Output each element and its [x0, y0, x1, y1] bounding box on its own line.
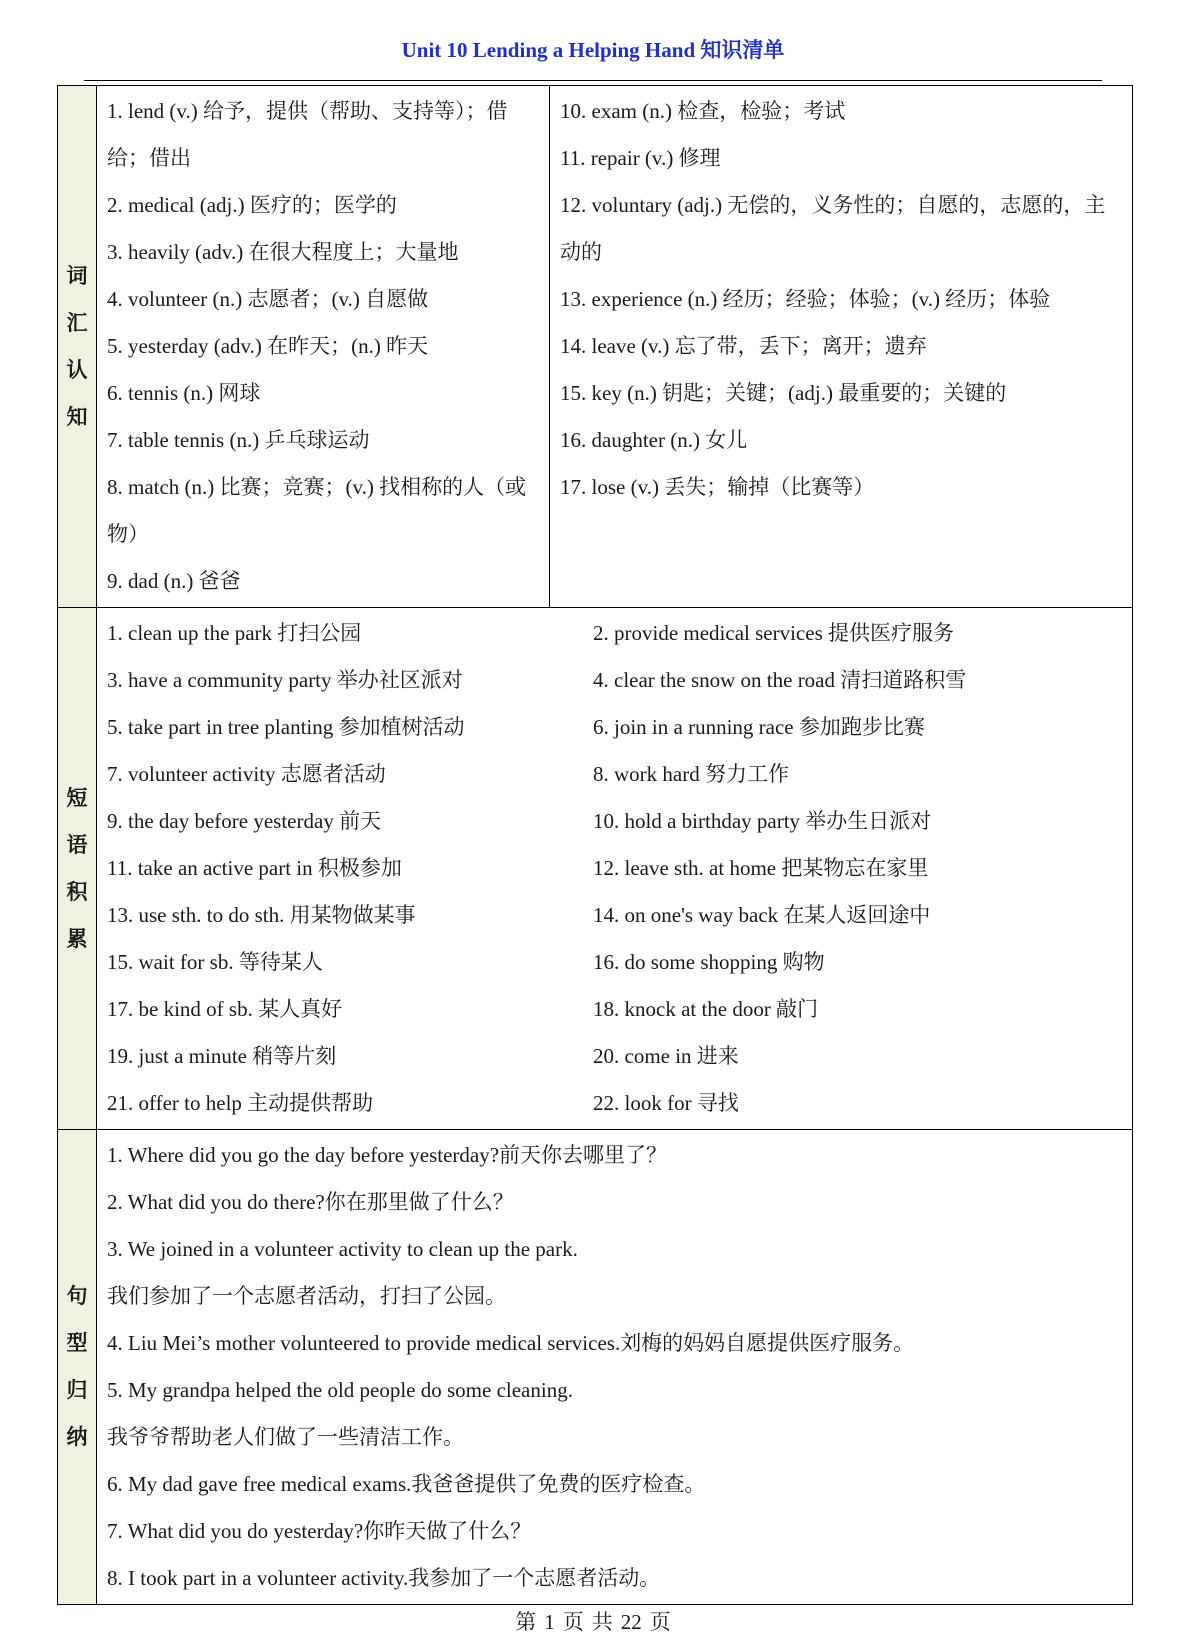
sentence-line: 我爷爷帮助老人们做了一些清洁工作。 [107, 1425, 464, 1449]
vocab-item: 16. daughter (n.) 女儿 [560, 428, 748, 452]
page-footer: 第 1 页 共 22 页 [515, 1610, 671, 1634]
phrases-section [58, 608, 1133, 1130]
phrase-item: 8. work hard 努力工作 [593, 762, 789, 786]
vocab-right-column [550, 86, 1133, 608]
sentence-line: 2. What did you do there?你在那里做了什么？ [107, 1190, 514, 1214]
vocab-item: 14. leave (v.) 忘了带，丢下；离开；遗弃 [560, 334, 927, 358]
sentence-line: 我们参加了一个志愿者活动，打扫了公园。 [107, 1284, 506, 1308]
title-divider [84, 80, 1102, 81]
sentence-line: 3. We joined in a volunteer activity to clean up the park. [107, 1237, 578, 1261]
vocab-item: 4. volunteer (n.) 志愿者；(v.) 自愿做 [107, 287, 429, 311]
phrase-item: 1. clean up the park 打扫公园 [107, 621, 362, 645]
page-title: Unit 10 Lending a Helping Hand 知识清单 [401, 38, 785, 62]
vocab-item: 15. key (n.) 钥匙；关键；(adj.) 最重要的；关键的 [560, 381, 1007, 405]
phrase-item: 12. leave sth. at home 把某物忘在家里 [593, 856, 929, 880]
sentence-line: 6. My dad gave free medical exams.我爸爸提供了免费的医疗检查。 [107, 1472, 706, 1496]
phrase-item: 20. come in 进来 [593, 1044, 739, 1068]
vocab-item: 1. lend (v.) 给予，提供（帮助、支持等）；借给；借出 [107, 99, 508, 170]
sentences-section [58, 1130, 1133, 1605]
vocab-item: 10. exam (n.) 检查，检验；考试 [560, 99, 846, 123]
phrase-item: 19. just a minute 稍等片刻 [107, 1044, 337, 1068]
phrase-item: 10. hold a birthday party 举办生日派对 [593, 809, 932, 833]
phrase-item: 22. look for 寻找 [593, 1091, 739, 1115]
vocab-section-label: 词 汇 认 知 [58, 86, 97, 608]
phrase-item: 17. be kind of sb. 某人真好 [107, 997, 343, 1021]
phrase-item: 13. use sth. to do sth. 用某物做某事 [107, 903, 416, 927]
vocab-item: 17. lose (v.) 丢失；输掉（比赛等） [560, 475, 875, 499]
phrase-item: 11. take an active part in 积极参加 [107, 856, 402, 880]
vocab-item: 5. yesterday (adv.) 在昨天；(n.) 昨天 [107, 334, 429, 358]
total-pages: 22 [620, 1610, 642, 1634]
vocab-item: 8. match (n.) 比赛；竞赛；(v.) 找相称的人（或物） [107, 475, 527, 546]
phrase-item: 7. volunteer activity 志愿者活动 [107, 762, 386, 786]
phrase-item: 5. take part in tree planting 参加植树活动 [107, 715, 465, 739]
vocab-item: 6. tennis (n.) 网球 [107, 381, 261, 405]
sentence-line: 5. My grandpa helped the old people do some cleaning. [107, 1378, 573, 1402]
vocab-item: 2. medical (adj.) 医疗的；医学的 [107, 193, 397, 217]
phrase-item: 2. provide medical services 提供医疗服务 [593, 621, 954, 645]
vocab-item: 9. dad (n.) 爸爸 [107, 569, 241, 593]
phrase-item: 6. join in a running race 参加跑步比赛 [593, 715, 925, 739]
page-number: 1 [544, 1610, 555, 1634]
vocab-item: 13. experience (n.) 经历；经验；体验；(v.) 经历；体验 [560, 287, 1051, 311]
sentence-line: 7. What did you do yesterday?你昨天做了什么？ [107, 1519, 532, 1543]
sentence-line: 4. Liu Mei’s mother volunteered to provide medical services.刘梅的妈妈自愿提供医疗服务。 [107, 1331, 915, 1355]
sentences-section-label: 句 型 归 纳 [58, 1130, 97, 1605]
phrase-item: 9. the day before yesterday 前天 [107, 809, 382, 833]
vocab-section [58, 86, 1133, 608]
phrase-item: 16. do some shopping 购物 [593, 950, 825, 974]
phrases-section-label: 短 语 积 累 [58, 608, 97, 1130]
phrase-item: 18. knock at the door 敲门 [593, 997, 819, 1021]
phrase-item: 15. wait for sb. 等待某人 [107, 950, 323, 974]
sentences-list [97, 1130, 1133, 1605]
phrases-list [97, 608, 1133, 1130]
phrase-item: 4. clear the snow on the road 清扫道路积雪 [593, 668, 967, 692]
sentence-line: 8. I took part in a volunteer activity.我参加了一个志愿者活动。 [107, 1566, 661, 1590]
vocab-item: 3. heavily (adv.) 在很大程度上；大量地 [107, 240, 459, 264]
sentence-line: 1. Where did you go the day before yesterday?前天你去哪里了？ [107, 1143, 668, 1167]
vocab-item: 12. voluntary (adj.) 无偿的，义务性的；自愿的，志愿的，主动的 [560, 193, 1106, 264]
phrase-item: 3. have a community party 举办社区派对 [107, 668, 463, 692]
vocab-item: 7. table tennis (n.) 乒乓球运动 [107, 428, 370, 452]
knowledge-table [57, 85, 1133, 1605]
vocab-item: 11. repair (v.) 修理 [560, 146, 721, 170]
vocab-left-column [97, 86, 550, 608]
phrase-item: 14. on one's way back 在某人返回途中 [593, 903, 931, 927]
phrase-item: 21. offer to help 主动提供帮助 [107, 1091, 374, 1115]
